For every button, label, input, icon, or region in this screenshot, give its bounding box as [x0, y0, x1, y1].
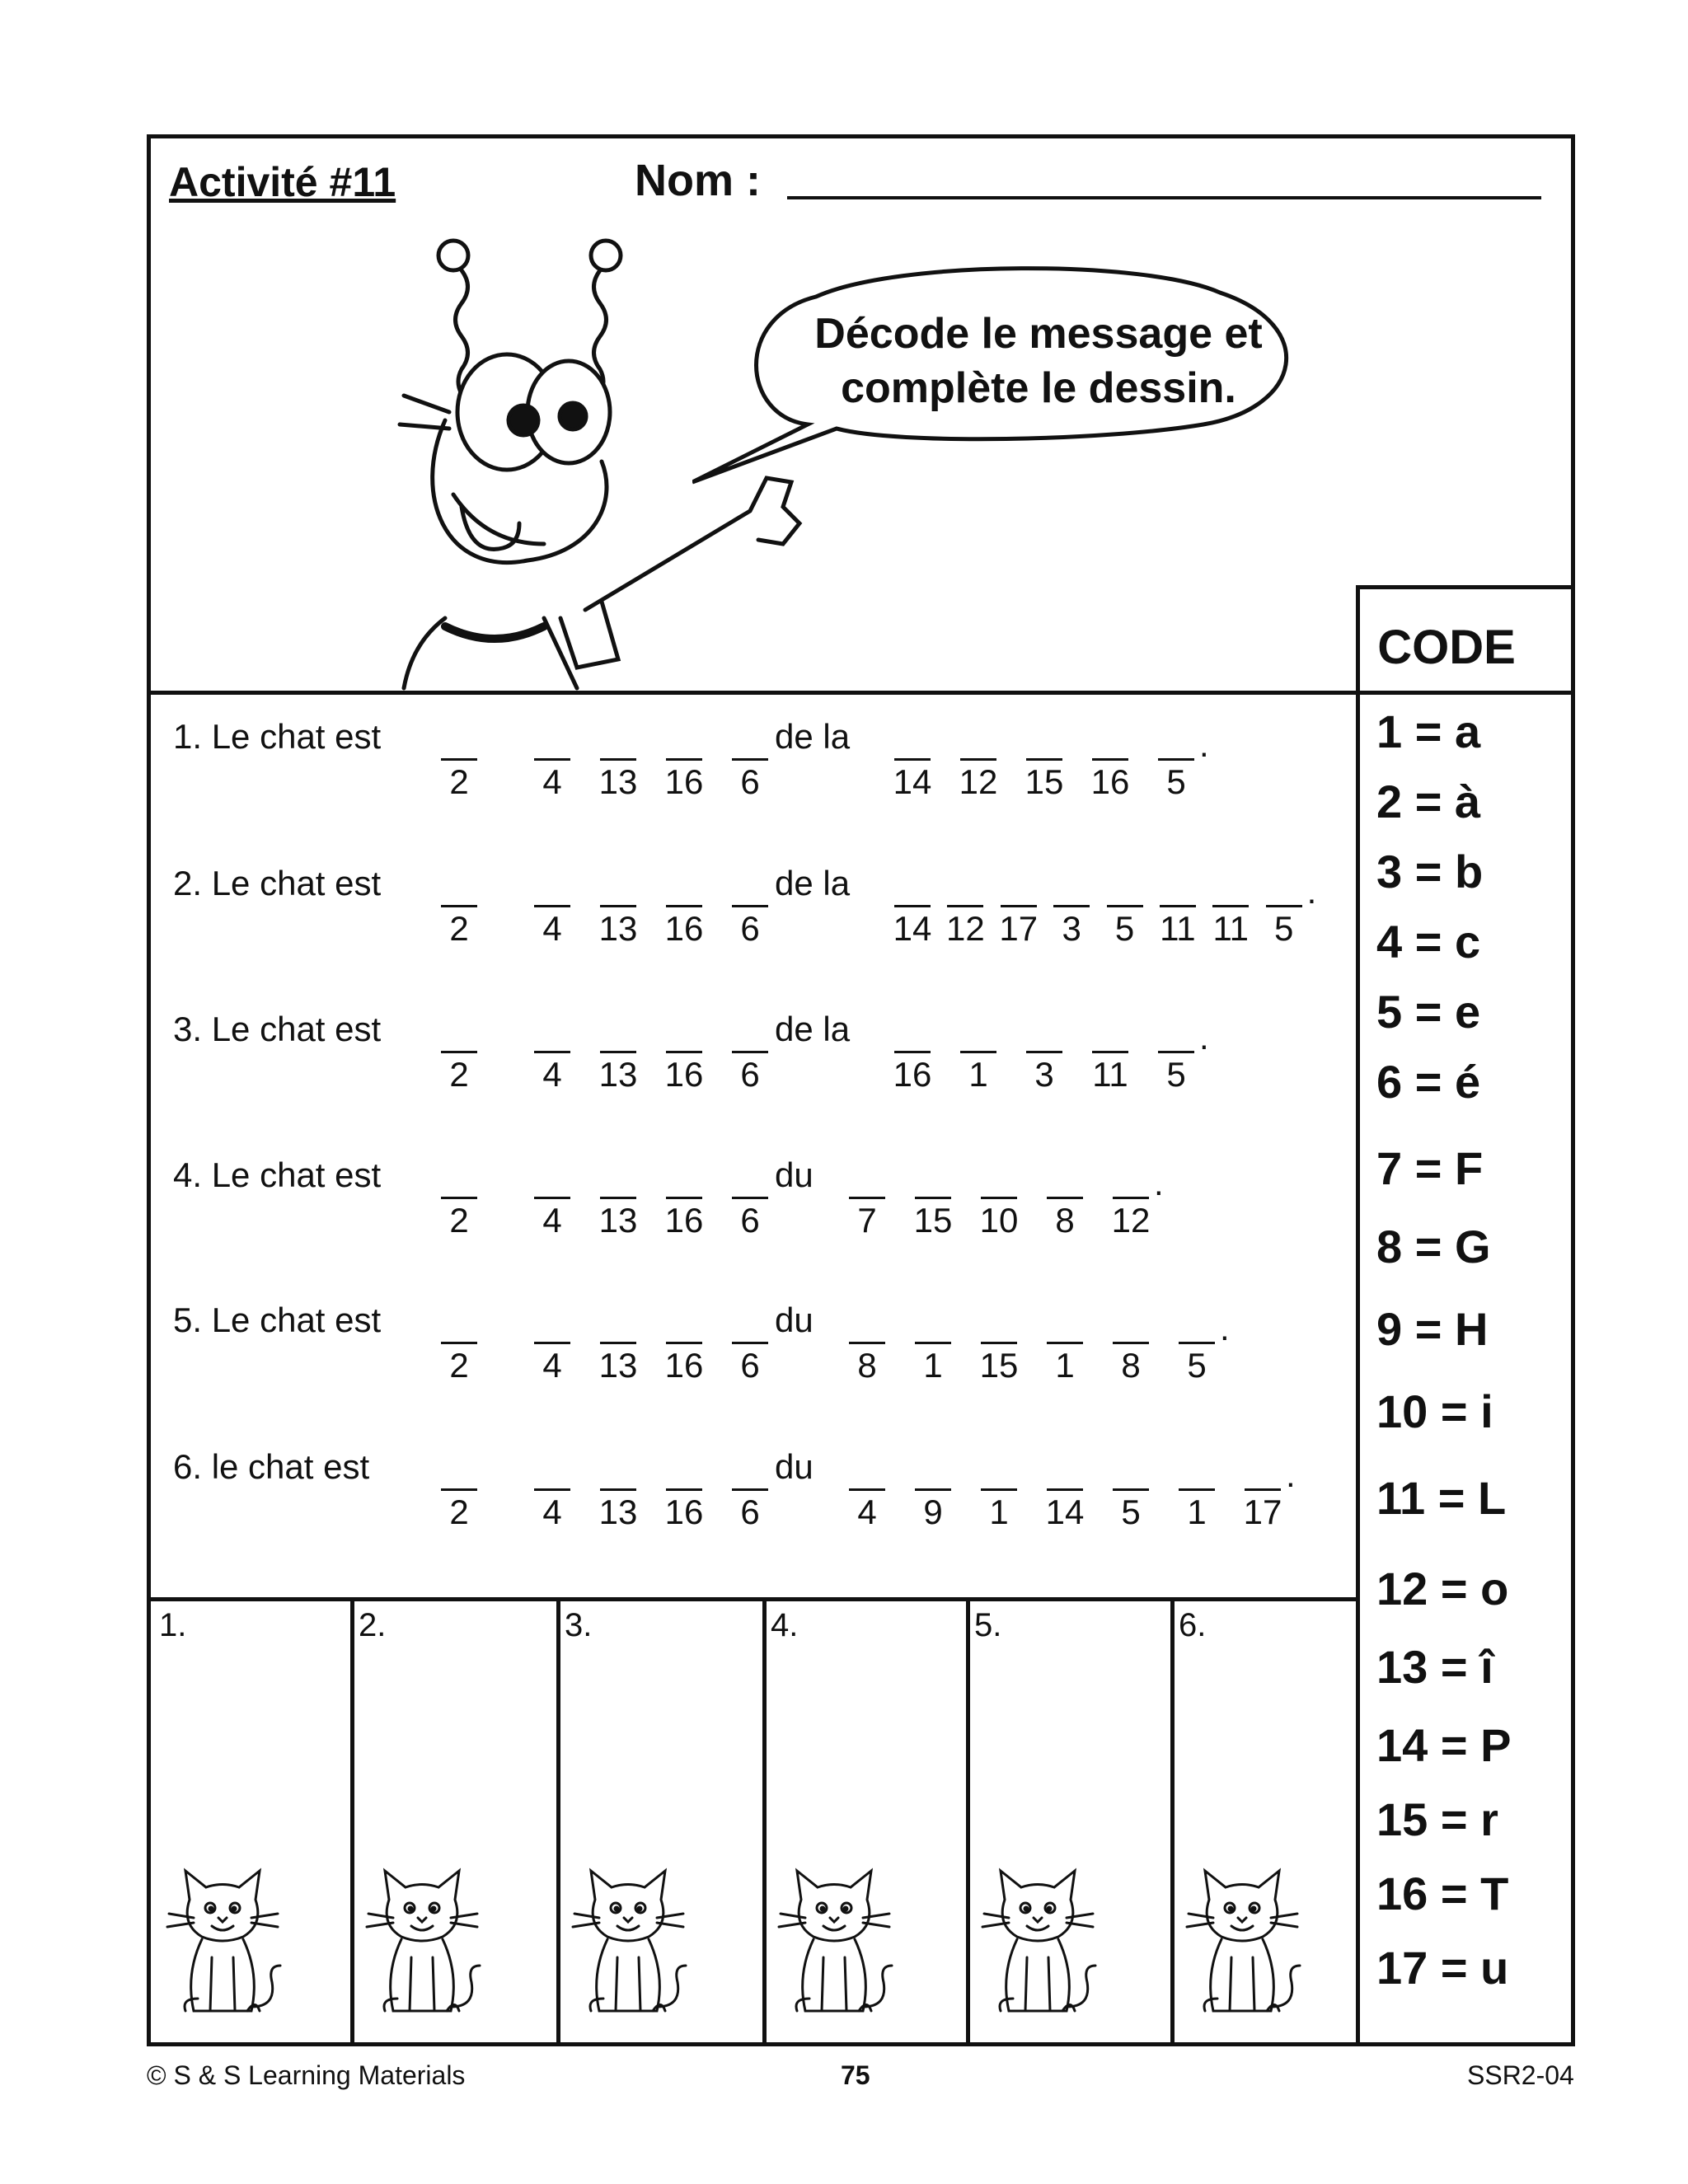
- question-connector: de la: [775, 1010, 851, 1048]
- answer-blank[interactable]: [1179, 1488, 1215, 1491]
- code-item: 13 = î: [1376, 1641, 1493, 1693]
- code-number: 11: [1160, 909, 1196, 948]
- code-number: 2: [449, 1493, 469, 1531]
- code-number: 16: [664, 1055, 704, 1094]
- answer-blank[interactable]: [732, 1197, 768, 1199]
- code-number: 15: [1025, 762, 1064, 801]
- box-label: 6.: [1179, 1607, 1207, 1643]
- box-label: 3.: [565, 1607, 593, 1643]
- activity-title: Activité #11: [169, 159, 396, 205]
- code-number: 4: [542, 762, 562, 801]
- answer-blank[interactable]: [600, 1051, 636, 1053]
- answer-blank[interactable]: [849, 1342, 885, 1344]
- code-number: 3: [1062, 909, 1081, 948]
- answer-blank[interactable]: [1160, 905, 1196, 907]
- code-top-line: [1356, 585, 1575, 589]
- answer-blank[interactable]: [534, 758, 570, 761]
- code-number: 15: [979, 1346, 1019, 1385]
- answer-blank[interactable]: [1113, 1342, 1149, 1344]
- code-number: 6: [740, 1493, 760, 1531]
- bubble-line-1: Décode le message et: [814, 310, 1263, 358]
- answer-blank[interactable]: [1026, 758, 1062, 761]
- code-number: 8: [1055, 1201, 1075, 1240]
- code-item: 6 = é: [1376, 1056, 1481, 1108]
- code-number: 4: [542, 909, 562, 948]
- answer-blank[interactable]: [441, 1342, 477, 1344]
- code-number: 1: [1055, 1346, 1075, 1385]
- answer-blank[interactable]: [981, 1488, 1017, 1491]
- code-number: 2: [449, 909, 469, 948]
- footer-copyright: © S & S Learning Materials: [147, 2060, 466, 2090]
- code-item: 16 = T: [1376, 1868, 1509, 1919]
- question-connector: du: [775, 1301, 814, 1339]
- box-label: 4.: [771, 1607, 799, 1643]
- cat-drawing: [772, 1867, 896, 2032]
- name-label: Nom :: [635, 156, 761, 205]
- answer-blank[interactable]: [1245, 1488, 1281, 1491]
- answer-blank[interactable]: [915, 1342, 951, 1344]
- question-prefix: 4. Le chat est: [173, 1155, 382, 1194]
- question-connector: de la: [775, 864, 851, 902]
- answer-blank[interactable]: [915, 1197, 951, 1199]
- code-number: 13: [598, 1055, 638, 1094]
- code-number: 14: [1045, 1493, 1085, 1531]
- question-prefix: 2. Le chat est: [173, 864, 382, 902]
- answer-blank[interactable]: [1179, 1342, 1215, 1344]
- code-number: 5: [1121, 1493, 1141, 1531]
- code-number: 10: [979, 1201, 1019, 1240]
- sentence-period: .: [1220, 1309, 1230, 1347]
- code-number: 4: [542, 1201, 562, 1240]
- question-prefix: 5. Le chat est: [173, 1301, 382, 1339]
- answer-blank[interactable]: [600, 1197, 636, 1199]
- answer-blank[interactable]: [441, 1197, 477, 1199]
- sentence-period: .: [1306, 872, 1317, 911]
- answer-blank[interactable]: [600, 758, 636, 761]
- answer-blank[interactable]: [1001, 905, 1037, 907]
- code-number: 16: [664, 1201, 704, 1240]
- cat-drawing: [1180, 1867, 1304, 2032]
- code-number: 2: [449, 1055, 469, 1094]
- answer-blank[interactable]: [732, 758, 768, 761]
- sentence-period: .: [1154, 1164, 1164, 1202]
- code-number: 11: [1092, 1055, 1128, 1094]
- code-item: 14 = P: [1376, 1719, 1512, 1771]
- answer-blank[interactable]: [915, 1488, 951, 1491]
- answer-blank[interactable]: [441, 905, 477, 907]
- code-number: 4: [542, 1493, 562, 1531]
- answer-blank[interactable]: [1212, 905, 1249, 907]
- question-connector: de la: [775, 717, 851, 756]
- code-item: 9 = H: [1376, 1303, 1489, 1355]
- answer-blank[interactable]: [441, 758, 477, 761]
- question-prefix: 6. le chat est: [173, 1447, 370, 1486]
- answer-blank[interactable]: [1092, 1051, 1128, 1053]
- code-number: 11: [1212, 909, 1250, 948]
- question-connector: du: [775, 1447, 814, 1486]
- cat-drawing: [161, 1867, 284, 2032]
- code-number: 16: [664, 1493, 704, 1531]
- code-number: 2: [449, 1201, 469, 1240]
- code-title: CODE: [1377, 621, 1516, 674]
- answer-blank[interactable]: [732, 1051, 768, 1053]
- name-line[interactable]: [787, 196, 1541, 199]
- code-number: 5: [1166, 1055, 1186, 1094]
- answer-blank[interactable]: [534, 1051, 570, 1053]
- code-number: 9: [923, 1493, 943, 1531]
- code-number: 6: [740, 1201, 760, 1240]
- code-number: 15: [913, 1201, 953, 1240]
- answer-blank[interactable]: [1047, 1488, 1083, 1491]
- answer-blank[interactable]: [1026, 1051, 1062, 1053]
- code-item: 3 = b: [1376, 846, 1484, 898]
- answer-blank[interactable]: [1113, 1488, 1149, 1491]
- sentence-period: .: [1199, 1018, 1209, 1057]
- code-number: 5: [1114, 909, 1135, 948]
- cat-drawing: [360, 1867, 484, 2032]
- answer-blank[interactable]: [894, 758, 931, 761]
- code-number: 3: [1034, 1055, 1054, 1094]
- code-item: 4 = c: [1376, 916, 1481, 968]
- code-item: 8 = G: [1376, 1221, 1491, 1272]
- answer-blank[interactable]: [849, 1197, 885, 1199]
- answer-blank[interactable]: [666, 1342, 702, 1344]
- answer-blank[interactable]: [732, 1342, 768, 1344]
- code-number: 6: [740, 1055, 760, 1094]
- answer-blank[interactable]: [600, 1488, 636, 1491]
- answer-blank[interactable]: [1053, 905, 1090, 907]
- answer-blank[interactable]: [666, 758, 702, 761]
- cat-drawing: [976, 1867, 1100, 2032]
- answer-blank[interactable]: [1107, 905, 1143, 907]
- code-number: 4: [857, 1493, 877, 1531]
- code-number: 14: [893, 909, 932, 948]
- answer-blank[interactable]: [1047, 1342, 1083, 1344]
- code-number: 16: [893, 1055, 932, 1094]
- answer-blank[interactable]: [600, 905, 636, 907]
- answer-blank[interactable]: [1047, 1197, 1083, 1199]
- code-number: 5: [1166, 762, 1186, 801]
- code-number: 4: [542, 1055, 562, 1094]
- answer-blank[interactable]: [666, 1197, 702, 1199]
- code-number: 1: [1187, 1493, 1207, 1531]
- answer-blank[interactable]: [981, 1197, 1017, 1199]
- answer-blank[interactable]: [947, 905, 983, 907]
- box-label: 1.: [159, 1607, 187, 1643]
- code-number: 16: [1090, 762, 1130, 801]
- bubble-text: [758, 307, 1319, 415]
- answer-blank[interactable]: [1092, 758, 1128, 761]
- answer-blank[interactable]: [600, 1342, 636, 1344]
- answer-blank[interactable]: [960, 758, 996, 761]
- code-number: 5: [1187, 1346, 1207, 1385]
- question-prefix: 3. Le chat est: [173, 1010, 382, 1048]
- code-item: 17 = u: [1376, 1942, 1509, 1994]
- code-number: 16: [664, 762, 704, 801]
- code-number: 6: [740, 909, 760, 948]
- code-number: 6: [740, 1346, 760, 1385]
- code-number: 13: [598, 1346, 638, 1385]
- code-number: 1: [989, 1493, 1009, 1531]
- box-label: 5.: [974, 1607, 1002, 1643]
- answer-blank[interactable]: [534, 1342, 570, 1344]
- code-number: 8: [857, 1346, 877, 1385]
- code-number: 14: [893, 762, 932, 801]
- code-item: 11 = L: [1376, 1472, 1507, 1524]
- answer-blank[interactable]: [666, 1488, 702, 1491]
- code-number: 8: [1121, 1346, 1141, 1385]
- code-number: 7: [857, 1201, 877, 1240]
- code-item: 15 = r: [1376, 1793, 1498, 1845]
- answer-blank[interactable]: [849, 1488, 885, 1491]
- code-item: 10 = i: [1376, 1385, 1493, 1437]
- code-number: 1: [968, 1055, 988, 1094]
- answer-blank[interactable]: [1158, 758, 1194, 761]
- answer-blank[interactable]: [666, 905, 702, 907]
- answer-blank[interactable]: [732, 1488, 768, 1491]
- code-number: 16: [664, 1346, 704, 1385]
- code-item: 7 = F: [1376, 1142, 1484, 1194]
- header-divider: [147, 691, 1363, 695]
- code-number: 13: [598, 1493, 638, 1531]
- bubble-line-2: complète le dessin.: [841, 364, 1236, 412]
- answer-blank[interactable]: [441, 1488, 477, 1491]
- code-number: 12: [946, 909, 985, 948]
- question-connector: du: [775, 1155, 814, 1194]
- footer-code: SSR2-04: [1467, 2060, 1574, 2090]
- code-number: 6: [740, 762, 760, 801]
- code-number: 12: [959, 762, 998, 801]
- code-number: 13: [598, 762, 638, 801]
- answer-blank[interactable]: [1266, 905, 1302, 907]
- code-number: 2: [449, 762, 469, 801]
- footer-page-number: 75: [841, 2060, 870, 2090]
- answer-blank[interactable]: [534, 1197, 570, 1199]
- code-number: 13: [598, 1201, 638, 1240]
- code-number: 5: [1273, 909, 1294, 948]
- code-number: 17: [999, 909, 1039, 948]
- box-label: 2.: [359, 1607, 387, 1643]
- code-item: 5 = e: [1376, 986, 1481, 1038]
- sentence-period: .: [1286, 1455, 1296, 1494]
- answer-blank[interactable]: [894, 1051, 931, 1053]
- answer-blank[interactable]: [1158, 1051, 1194, 1053]
- code-number: 16: [664, 909, 704, 948]
- answer-blank[interactable]: [960, 1051, 996, 1053]
- code-title-line: [1356, 691, 1575, 695]
- code-number: 13: [598, 909, 638, 948]
- cat-drawing: [566, 1867, 690, 2032]
- answer-blank[interactable]: [666, 1051, 702, 1053]
- question-prefix: 1. Le chat est: [173, 717, 382, 756]
- code-number: 17: [1243, 1493, 1282, 1531]
- answer-blank[interactable]: [732, 905, 768, 907]
- code-item: 12 = o: [1376, 1563, 1509, 1615]
- code-number: 4: [542, 1346, 562, 1385]
- answer-blank[interactable]: [894, 905, 931, 907]
- answer-blank[interactable]: [534, 1488, 570, 1491]
- answer-blank[interactable]: [1113, 1197, 1149, 1199]
- code-number: 12: [1111, 1201, 1151, 1240]
- answer-blank[interactable]: [534, 905, 570, 907]
- code-number: 1: [923, 1346, 943, 1385]
- code-number: 2: [449, 1346, 469, 1385]
- code-item: 1 = a: [1376, 705, 1481, 757]
- answer-blank[interactable]: [441, 1051, 477, 1053]
- sentence-period: .: [1199, 725, 1209, 764]
- code-item: 2 = à: [1376, 776, 1481, 827]
- answer-blank[interactable]: [981, 1342, 1017, 1344]
